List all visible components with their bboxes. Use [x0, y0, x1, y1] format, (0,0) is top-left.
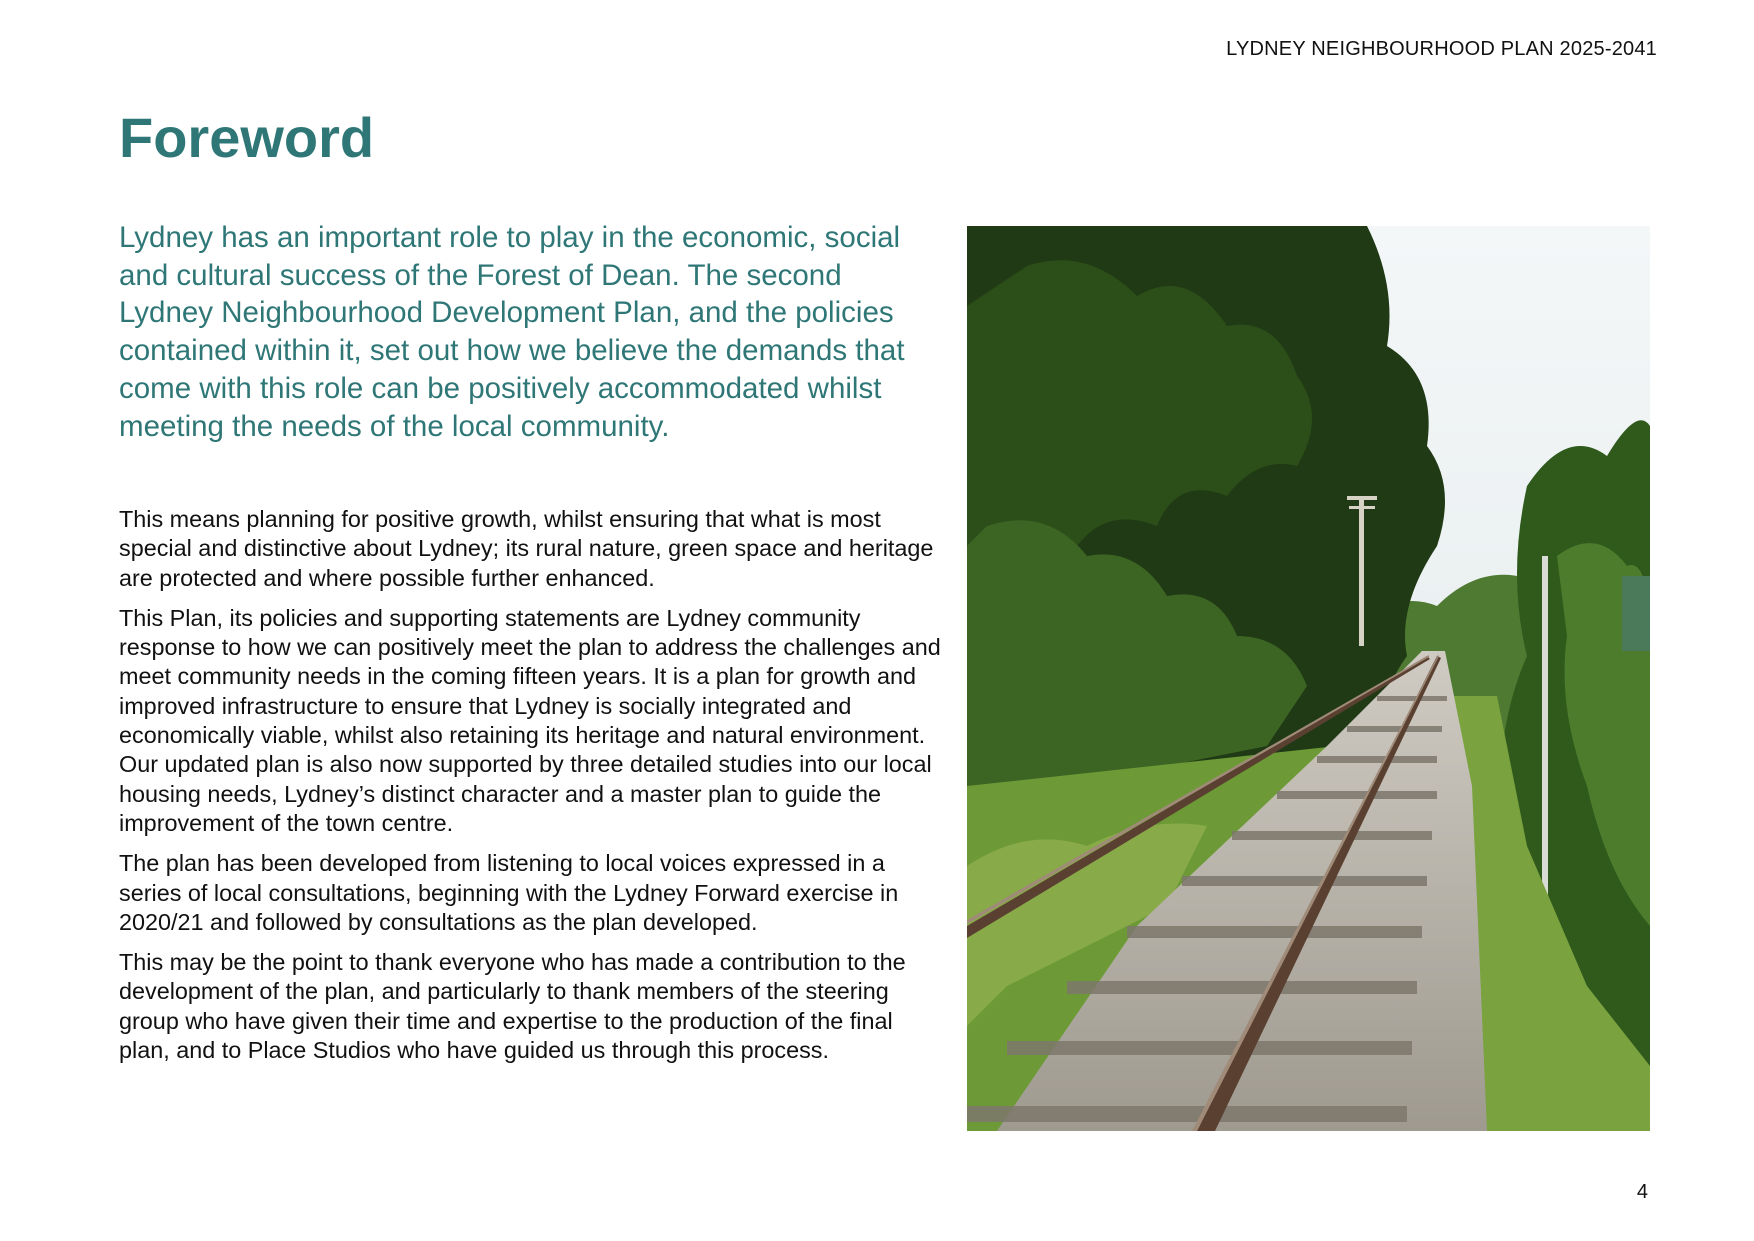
body-paragraph-2: This Plan, its policies and supporting statements are Lydney community response to how we can positively meet the plan to address the challenges and meet community needs in the coming fifteen years. It is a plan for growth and improved infrastructure to ensure that Lydney is socially integrated and economically viable, whilst also retaining its heritage and natural environment. Our updated plan is also now supported by three detailed studies into our local housing needs, Lydney’s distinct character and a master plan to guide the improvement of the town centre. [119, 604, 941, 836]
trackside-sign [1622, 576, 1650, 651]
railway-photo [967, 226, 1650, 1131]
body-paragraph-3: The plan has been developed from listening to local voices expressed in a series of local consultations, beginning with the Lydney Forward exercise in 2020/21 and followed by consultations as the plan developed. [119, 850, 899, 935]
running-header: LYDNEY NEIGHBOURHOOD PLAN 2025-2041 [1226, 38, 1657, 60]
sign-post [1542, 556, 1548, 936]
body-paragraph-1: This means planning for positive growth, whilst ensuring that what is most special and distinctive about Lydney; its rural nature, green space and heritage are protected and where possible further enhanced. [119, 506, 934, 591]
intro-paragraph: Lydney has an important role to play in the economic, social and cultural success of the Forest of Dean. The second Lydney Neighbourhood Development Plan, and the policies contained within it, set out how we believe the demands that come with this role can be positively accommodated whilst meeting the needs of the local community. [119, 221, 905, 443]
page-number: 4 [1636, 1181, 1648, 1203]
body-paragraph-4: This may be the point to thank everyone who has made a contribution to the development of the plan, and particularly to thank members of the steering group who have given their time and expertise to the production of the final plan, and to Place Studios who have guided us through this process. [119, 949, 906, 1064]
telegraph-pole [1359, 496, 1364, 646]
railway-photo-illustration [967, 226, 1650, 1131]
page-title: Foreword [119, 106, 375, 169]
body-text [119, 505, 949, 1076]
